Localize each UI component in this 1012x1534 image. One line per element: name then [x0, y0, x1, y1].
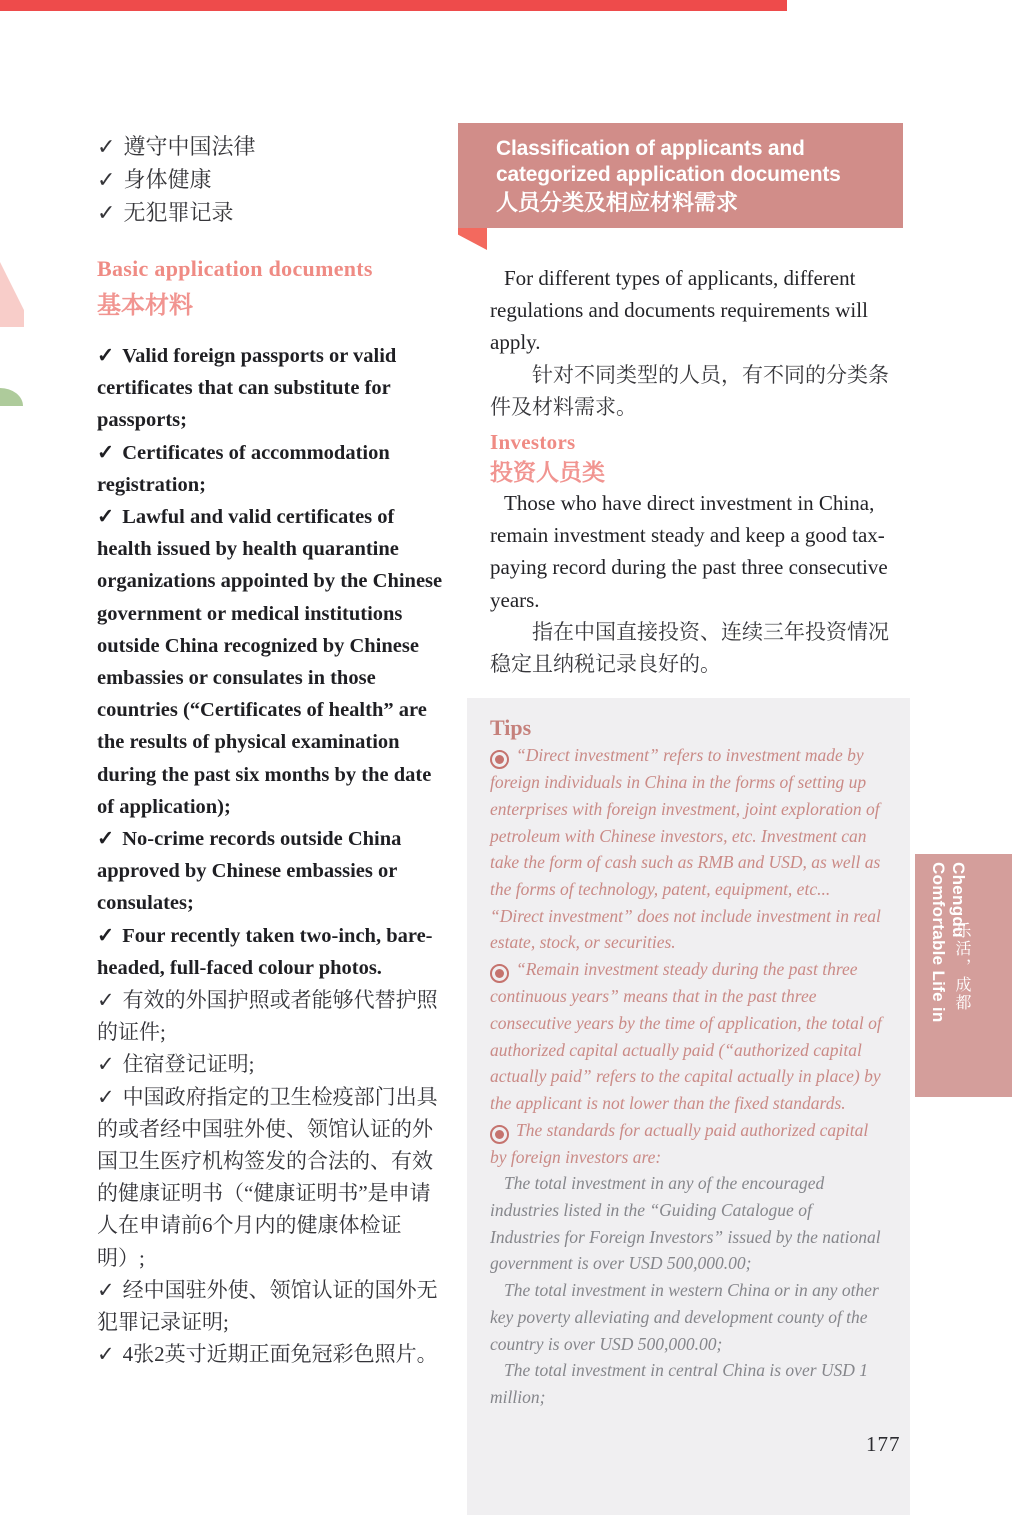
- documents-checklist: [97, 340, 445, 1371]
- right-column-body: [490, 262, 908, 680]
- checklist-item: [97, 984, 445, 1048]
- checkmark-icon: ✓: [97, 1277, 115, 1302]
- investors-body-en: Those who have direct investment in China, remain investment steady and keep a good tax-paying record during the past three consecutive years.: [490, 491, 888, 612]
- checklist-item-text: 遵守中国法律: [123, 134, 256, 159]
- side-tab-title-en: Comfortable Life in Chengdu: [929, 862, 968, 1023]
- section-heading-en: Basic application documents: [97, 256, 373, 281]
- side-tab-title-zh: 乐活，成都: [953, 922, 970, 1012]
- checkmark-icon: ✓: [97, 1052, 115, 1077]
- tips-bullet-text: “Remain investment steady during the past three continuous years” means that in the past three consecutive years by the time of application, the total of authorized capital actually paid (“authorized capital actually paid” refers to the capital actually in place) by the applicant is not lower than the fixed standards.: [490, 959, 882, 1113]
- tips-box: [467, 698, 910, 1515]
- checkmark-icon: ✓: [97, 200, 116, 225]
- checkmark-icon: ✓: [97, 988, 115, 1013]
- checklist-item-text: 住宿登记证明;: [122, 1052, 255, 1077]
- checkmark-icon: ✓: [97, 1342, 115, 1367]
- standards-paragraph: The total investment in western China or in any other key poverty alleviating and development county of the country is over USD 500,000.00;: [490, 1280, 879, 1354]
- checkmark-icon: ✓: [97, 441, 115, 464]
- checklist-item: [97, 196, 445, 229]
- header-title-zh: 人员分类及相应材料需求: [496, 190, 739, 215]
- checklist-item-text: 经中国驻外使、领馆认证的国外无犯罪记录证明;: [97, 1277, 438, 1335]
- checklist-item-text: No-crime records outside China approved by Chinese embassies or consulates;: [97, 828, 402, 915]
- bullet-circle-icon: [490, 964, 509, 983]
- checklist-item-text: 中国政府指定的卫生检疫部门出具的或者经中国驻外使、领馆认证的外国卫生医疗机构签发的合法的、有效的健康证明书（“健康证明书”是申请人在申请前6个月内的健康体检证明）;: [97, 1084, 438, 1270]
- bullet-circle-icon: [490, 750, 509, 769]
- checklist-item-text: Certificates of accommodation registration;: [97, 441, 390, 496]
- top-accent-bar: [0, 0, 787, 11]
- top-checklist: [97, 130, 445, 229]
- checkmark-icon: ✓: [97, 345, 115, 367]
- checklist-item: [97, 501, 445, 823]
- checklist-item: [97, 340, 445, 437]
- right-column: [458, 123, 910, 1515]
- tips-bullet-text: The standards for actually paid authorized capital by foreign investors are:: [490, 1119, 869, 1167]
- deco-pink-shape: [0, 262, 24, 327]
- checkmark-icon: ✓: [97, 506, 115, 529]
- checklist-item-text: Valid foreign passports or valid certificates that can substitute for passports;: [97, 345, 397, 432]
- checklist-item: [97, 920, 445, 984]
- checklist-item: [97, 823, 445, 920]
- tips-bullet: [490, 1117, 886, 1171]
- investors-heading-en: Investors: [490, 430, 576, 455]
- deco-green-shape: [0, 388, 23, 406]
- checklist-item: [97, 1048, 445, 1080]
- bullet-circle-icon: [490, 1125, 509, 1144]
- standards-paragraph: The total investment in any of the encouraged industries listed in the “Guiding Catalogue of Industries for Foreign Investors” issued by the national government is over USD 500,000.00;: [490, 1173, 881, 1274]
- checklist-item-text: Four recently taken two-inch, bare-headed, full-faced colour photos.: [97, 924, 433, 979]
- classification-header-box: [458, 123, 903, 228]
- checklist-item-text: 身体健康: [123, 167, 212, 192]
- checklist-item: [97, 1338, 445, 1370]
- header-pointer-triangle: [458, 228, 487, 250]
- tips-bullet-text: “Direct investment” refers to investment made by foreign individuals in China in the forms of setting up enterprises with foreign investment, joint exploration of petroleum with Chinese investors, etc. Investment can take the form of cash such as RMB and USD, as well as the forms of technology, patent, equipment, etc... “Direct investment” does not include investment in real estate, stock, or securities.: [490, 745, 881, 953]
- checklist-item: [97, 130, 445, 163]
- intro-paragraph-zh: 针对不同类型的人员，有不同的分类条件及材料需求。: [490, 362, 889, 419]
- checkmark-icon: ✓: [97, 1084, 115, 1109]
- checklist-item-text: 4张2英寸近期正面免冠彩色照片。: [122, 1342, 438, 1367]
- standards-paragraph: The total investment in central China is over USD 1 million;: [490, 1360, 869, 1407]
- checkmark-icon: ✓: [97, 134, 116, 159]
- checklist-item: [97, 163, 445, 196]
- checkmark-icon: ✓: [97, 828, 115, 851]
- checklist-item: [97, 1274, 445, 1338]
- page-number: 177: [866, 1432, 901, 1456]
- checklist-item-text: 有效的外国护照或者能够代替护照的证件;: [97, 988, 438, 1045]
- side-tab: [915, 854, 1012, 1097]
- header-title-line1: Classification of applicants and: [496, 137, 805, 160]
- intro-paragraph-en: For different types of applicants, different regulations and documents requirements will apply.: [490, 266, 868, 355]
- tips-title: Tips: [490, 715, 532, 741]
- checklist-item: [97, 1081, 445, 1274]
- checklist-item-text: Lawful and valid certificates of health issued by health quarantine organizations appointed by the Chinese government or medical institutions outside China recognized by Chinese embassies or consulates in those countries (“Certificates of health” are the results of physical examination during the past six months by the date of application);: [97, 506, 443, 818]
- section-heading-zh: 基本材料: [97, 293, 193, 319]
- tips-bullet: [490, 956, 886, 1117]
- investors-body-zh: 指在中国直接投资、连续三年投资情况稳定且纳税记录良好的。: [490, 619, 889, 677]
- checklist-item-text: 无犯罪记录: [123, 200, 234, 225]
- investors-heading-zh: 投资人员类: [490, 460, 605, 486]
- checklist-item: [97, 437, 445, 501]
- header-title-line2: categorized application documents: [496, 163, 841, 186]
- left-column: [97, 130, 445, 1371]
- checkmark-icon: ✓: [97, 167, 116, 192]
- tips-bullet: [490, 742, 886, 956]
- checkmark-icon: ✓: [97, 924, 115, 947]
